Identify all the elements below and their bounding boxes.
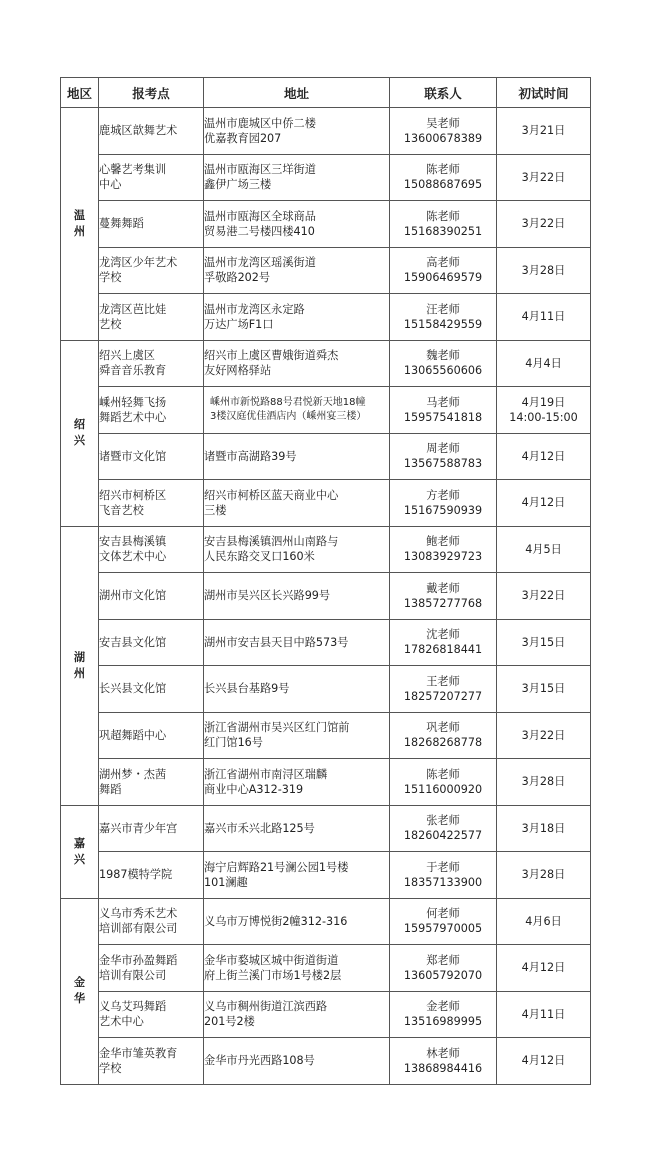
contact-name: 巩老师 [426, 721, 460, 735]
contact-cell [390, 201, 497, 248]
exam-date-cell: 4月12日 [497, 945, 591, 992]
contact-cell [390, 759, 497, 806]
exam-date-cell: 4月11日 [497, 294, 591, 341]
table-row [61, 852, 591, 899]
site-cell: 1987模特学院 [99, 852, 204, 899]
contact-phone: 15116000920 [403, 782, 483, 796]
exam-date-cell: 3月22日 [497, 154, 591, 201]
exam-sites-table [60, 77, 591, 1085]
contact-name: 沈老师 [426, 628, 460, 642]
site-cell: 湖州市文化馆 [99, 573, 204, 620]
address-cell: 浙江省湖州市吴兴区红门馆前 红门馆16号 [204, 712, 390, 759]
contact-cell [390, 712, 497, 759]
table-row [61, 898, 591, 945]
contact-phone: 18268268778 [403, 736, 483, 750]
site-cell: 鹿城区歆舞艺术 [99, 108, 204, 155]
header-contact: 联系人 [390, 78, 497, 108]
contact-phone: 17826818441 [403, 643, 483, 657]
table-row [61, 433, 591, 480]
contact-phone: 13868984416 [403, 1061, 483, 1075]
site-cell: 心馨艺考集训 中心 [99, 154, 204, 201]
header-row [61, 78, 591, 108]
site-cell: 龙湾区芭比娃 艺校 [99, 294, 204, 341]
exam-date-cell: 4月12日 [497, 433, 591, 480]
table-row [61, 526, 591, 573]
contact-name: 郑老师 [426, 953, 460, 967]
exam-date-cell: 4月6日 [497, 898, 591, 945]
contact-cell [390, 108, 497, 155]
table-row [61, 712, 591, 759]
table-row [61, 294, 591, 341]
contact-name: 吴老师 [426, 116, 460, 130]
exam-date-cell: 3月15日 [497, 666, 591, 713]
contact-name: 汪老师 [426, 302, 460, 316]
contact-cell [390, 898, 497, 945]
exam-date-cell: 3月28日 [497, 759, 591, 806]
site-cell: 嘉兴市青少年宫 [99, 805, 204, 852]
table-row [61, 666, 591, 713]
contact-phone: 13567588783 [403, 457, 483, 471]
contact-name: 陈老师 [426, 209, 460, 223]
address-cell: 绍兴市柯桥区蓝天商业中心 三楼 [204, 480, 390, 527]
contact-phone: 13600678389 [403, 131, 483, 145]
address-cell: 金华市婺城区城中街道街道 府上街兰溪门市场1号楼2层 [204, 945, 390, 992]
table-row [61, 154, 591, 201]
address-cell: 浙江省湖州市南浔区瑞麟 商业中心A312-319 [204, 759, 390, 806]
contact-cell [390, 945, 497, 992]
region-cell [61, 805, 99, 898]
address-cell: 温州市龙湾区瑶溪街道 孚敬路202号 [204, 247, 390, 294]
address-cell: 嵊州市新悦路88号君悦新天地18幢 3楼汉庭优佳酒店内（嵊州宴三楼） [204, 387, 390, 434]
address-cell: 义乌市万博悦街2幢312-316 [204, 898, 390, 945]
contact-phone: 15957541818 [403, 410, 483, 424]
contact-cell [390, 526, 497, 573]
address-cell: 海宁启辉路21号澜公园1号楼 101澜趣 [204, 852, 390, 899]
contact-name: 戴老师 [426, 581, 460, 595]
contact-cell [390, 666, 497, 713]
address-cell: 湖州市吴兴区长兴路99号 [204, 573, 390, 620]
site-cell: 义乌市秀禾艺术 培训部有限公司 [99, 898, 204, 945]
address-cell: 湖州市安吉县天目中路573号 [204, 619, 390, 666]
site-cell: 安吉县梅溪镇 文体艺术中心 [99, 526, 204, 573]
table-row [61, 991, 591, 1038]
contact-cell [390, 294, 497, 341]
region-label: 温州 [73, 208, 86, 238]
table-row [61, 759, 591, 806]
contact-phone: 13516989995 [403, 1015, 483, 1029]
address-cell: 温州市鹿城区中侨二楼 优嘉教育园207 [204, 108, 390, 155]
table-row [61, 1038, 591, 1085]
contact-name: 金老师 [426, 1000, 460, 1014]
contact-cell [390, 480, 497, 527]
region-label: 湖州 [73, 650, 86, 680]
exam-date-cell: 3月18日 [497, 805, 591, 852]
contact-phone: 13605792070 [403, 968, 483, 982]
exam-date-cell: 3月22日 [497, 712, 591, 759]
exam-date-cell: 3月28日 [497, 247, 591, 294]
region-cell [61, 340, 99, 526]
address-cell: 安吉县梅溪镇泗州山南路与 人民东路交叉口160米 [204, 526, 390, 573]
site-cell: 诸暨市文化馆 [99, 433, 204, 480]
contact-cell [390, 573, 497, 620]
site-cell: 安吉县文化馆 [99, 619, 204, 666]
contact-cell [390, 154, 497, 201]
contact-name: 方老师 [426, 488, 460, 502]
contact-name: 何老师 [426, 907, 460, 921]
contact-phone: 13857277768 [403, 596, 483, 610]
contact-cell [390, 1038, 497, 1085]
exam-date-cell: 3月22日 [497, 573, 591, 620]
address-cell: 温州市龙湾区永定路 万达广场F1口 [204, 294, 390, 341]
contact-cell [390, 387, 497, 434]
contact-phone: 15158429559 [403, 317, 483, 331]
exam-date-cell: 3月21日 [497, 108, 591, 155]
contact-phone: 15957970005 [403, 922, 483, 936]
header-site: 报考点 [99, 78, 204, 108]
contact-phone: 13065560606 [403, 364, 483, 378]
contact-cell [390, 805, 497, 852]
region-label: 金华 [73, 976, 86, 1005]
address-cell: 温州市瓯海区三垟街道 鑫伊广场三楼 [204, 154, 390, 201]
region-cell [61, 526, 99, 805]
contact-name: 鲍老师 [426, 535, 460, 549]
table-row [61, 387, 591, 434]
contact-cell [390, 852, 497, 899]
exam-date-cell: 3月28日 [497, 852, 591, 899]
table-row [61, 945, 591, 992]
header-region: 地区 [61, 78, 99, 108]
table-row [61, 108, 591, 155]
contact-phone: 15168390251 [403, 224, 483, 238]
contact-name: 于老师 [426, 860, 460, 874]
site-cell: 金华市孙盈舞蹈 培训有限公司 [99, 945, 204, 992]
table-row [61, 805, 591, 852]
region-cell [61, 108, 99, 341]
contact-phone: 18257207277 [403, 689, 483, 703]
site-cell: 巩超舞蹈中心 [99, 712, 204, 759]
contact-cell [390, 619, 497, 666]
address-cell: 诸暨市高湖路39号 [204, 433, 390, 480]
contact-phone: 13083929723 [403, 550, 483, 564]
exam-date-cell: 4月4日 [497, 340, 591, 387]
header-address: 地址 [204, 78, 390, 108]
contact-name: 王老师 [426, 674, 460, 688]
exam-date-cell: 4月5日 [497, 526, 591, 573]
site-cell: 义乌艾玛舞蹈 艺术中心 [99, 991, 204, 1038]
exam-date-cell: 4月11日 [497, 991, 591, 1038]
region-cell [61, 898, 99, 1084]
contact-phone: 18357133900 [403, 875, 483, 889]
site-cell: 嵊州轻舞飞扬 舞蹈艺术中心 [99, 387, 204, 434]
site-cell: 蔓舞舞蹈 [99, 201, 204, 248]
table-row [61, 480, 591, 527]
contact-cell [390, 340, 497, 387]
contact-phone: 15088687695 [403, 178, 483, 192]
contact-cell [390, 991, 497, 1038]
site-cell: 龙湾区少年艺术 学校 [99, 247, 204, 294]
table-row [61, 619, 591, 666]
contact-name: 陈老师 [426, 767, 460, 781]
contact-name: 陈老师 [426, 163, 460, 177]
contact-phone: 15167590939 [403, 503, 483, 517]
exam-date-cell: 4月12日 [497, 480, 591, 527]
table-body [61, 108, 591, 1085]
contact-name: 魏老师 [426, 349, 460, 363]
exam-date-cell: 4月19日 14:00-15:00 [497, 387, 591, 434]
address-cell: 嘉兴市禾兴北路125号 [204, 805, 390, 852]
table-row [61, 247, 591, 294]
contact-phone: 15906469579 [403, 271, 483, 285]
address-cell: 绍兴市上虞区曹娥街道舜杰 友好网格驿站 [204, 340, 390, 387]
table-row [61, 201, 591, 248]
region-label: 绍兴 [73, 418, 86, 447]
contact-phone: 18260422577 [403, 829, 483, 843]
contact-cell [390, 433, 497, 480]
exam-date-cell: 4月12日 [497, 1038, 591, 1085]
exam-date-cell: 3月15日 [497, 619, 591, 666]
site-cell: 绍兴上虞区 舜音音乐教育 [99, 340, 204, 387]
region-label: 嘉兴 [73, 836, 86, 866]
site-cell: 绍兴市柯桥区 飞音艺校 [99, 480, 204, 527]
contact-cell [390, 247, 497, 294]
address-cell: 温州市瓯海区全球商品 贸易港二号楼四楼410 [204, 201, 390, 248]
site-cell: 金华市雏英教育 学校 [99, 1038, 204, 1085]
table-row [61, 573, 591, 620]
exam-date-cell: 3月22日 [497, 201, 591, 248]
contact-name: 张老师 [426, 814, 460, 828]
contact-name: 林老师 [426, 1046, 460, 1060]
address-cell: 长兴县台基路9号 [204, 666, 390, 713]
site-cell: 湖州梦・杰茜 舞蹈 [99, 759, 204, 806]
address-cell: 义乌市稠州街道江滨西路 201号2楼 [204, 991, 390, 1038]
table-row [61, 340, 591, 387]
site-cell: 长兴县文化馆 [99, 666, 204, 713]
contact-name: 马老师 [426, 395, 460, 409]
contact-name: 高老师 [426, 256, 460, 270]
address-cell: 金华市丹光西路108号 [204, 1038, 390, 1085]
header-date: 初试时间 [497, 78, 591, 108]
contact-name: 周老师 [426, 442, 460, 456]
